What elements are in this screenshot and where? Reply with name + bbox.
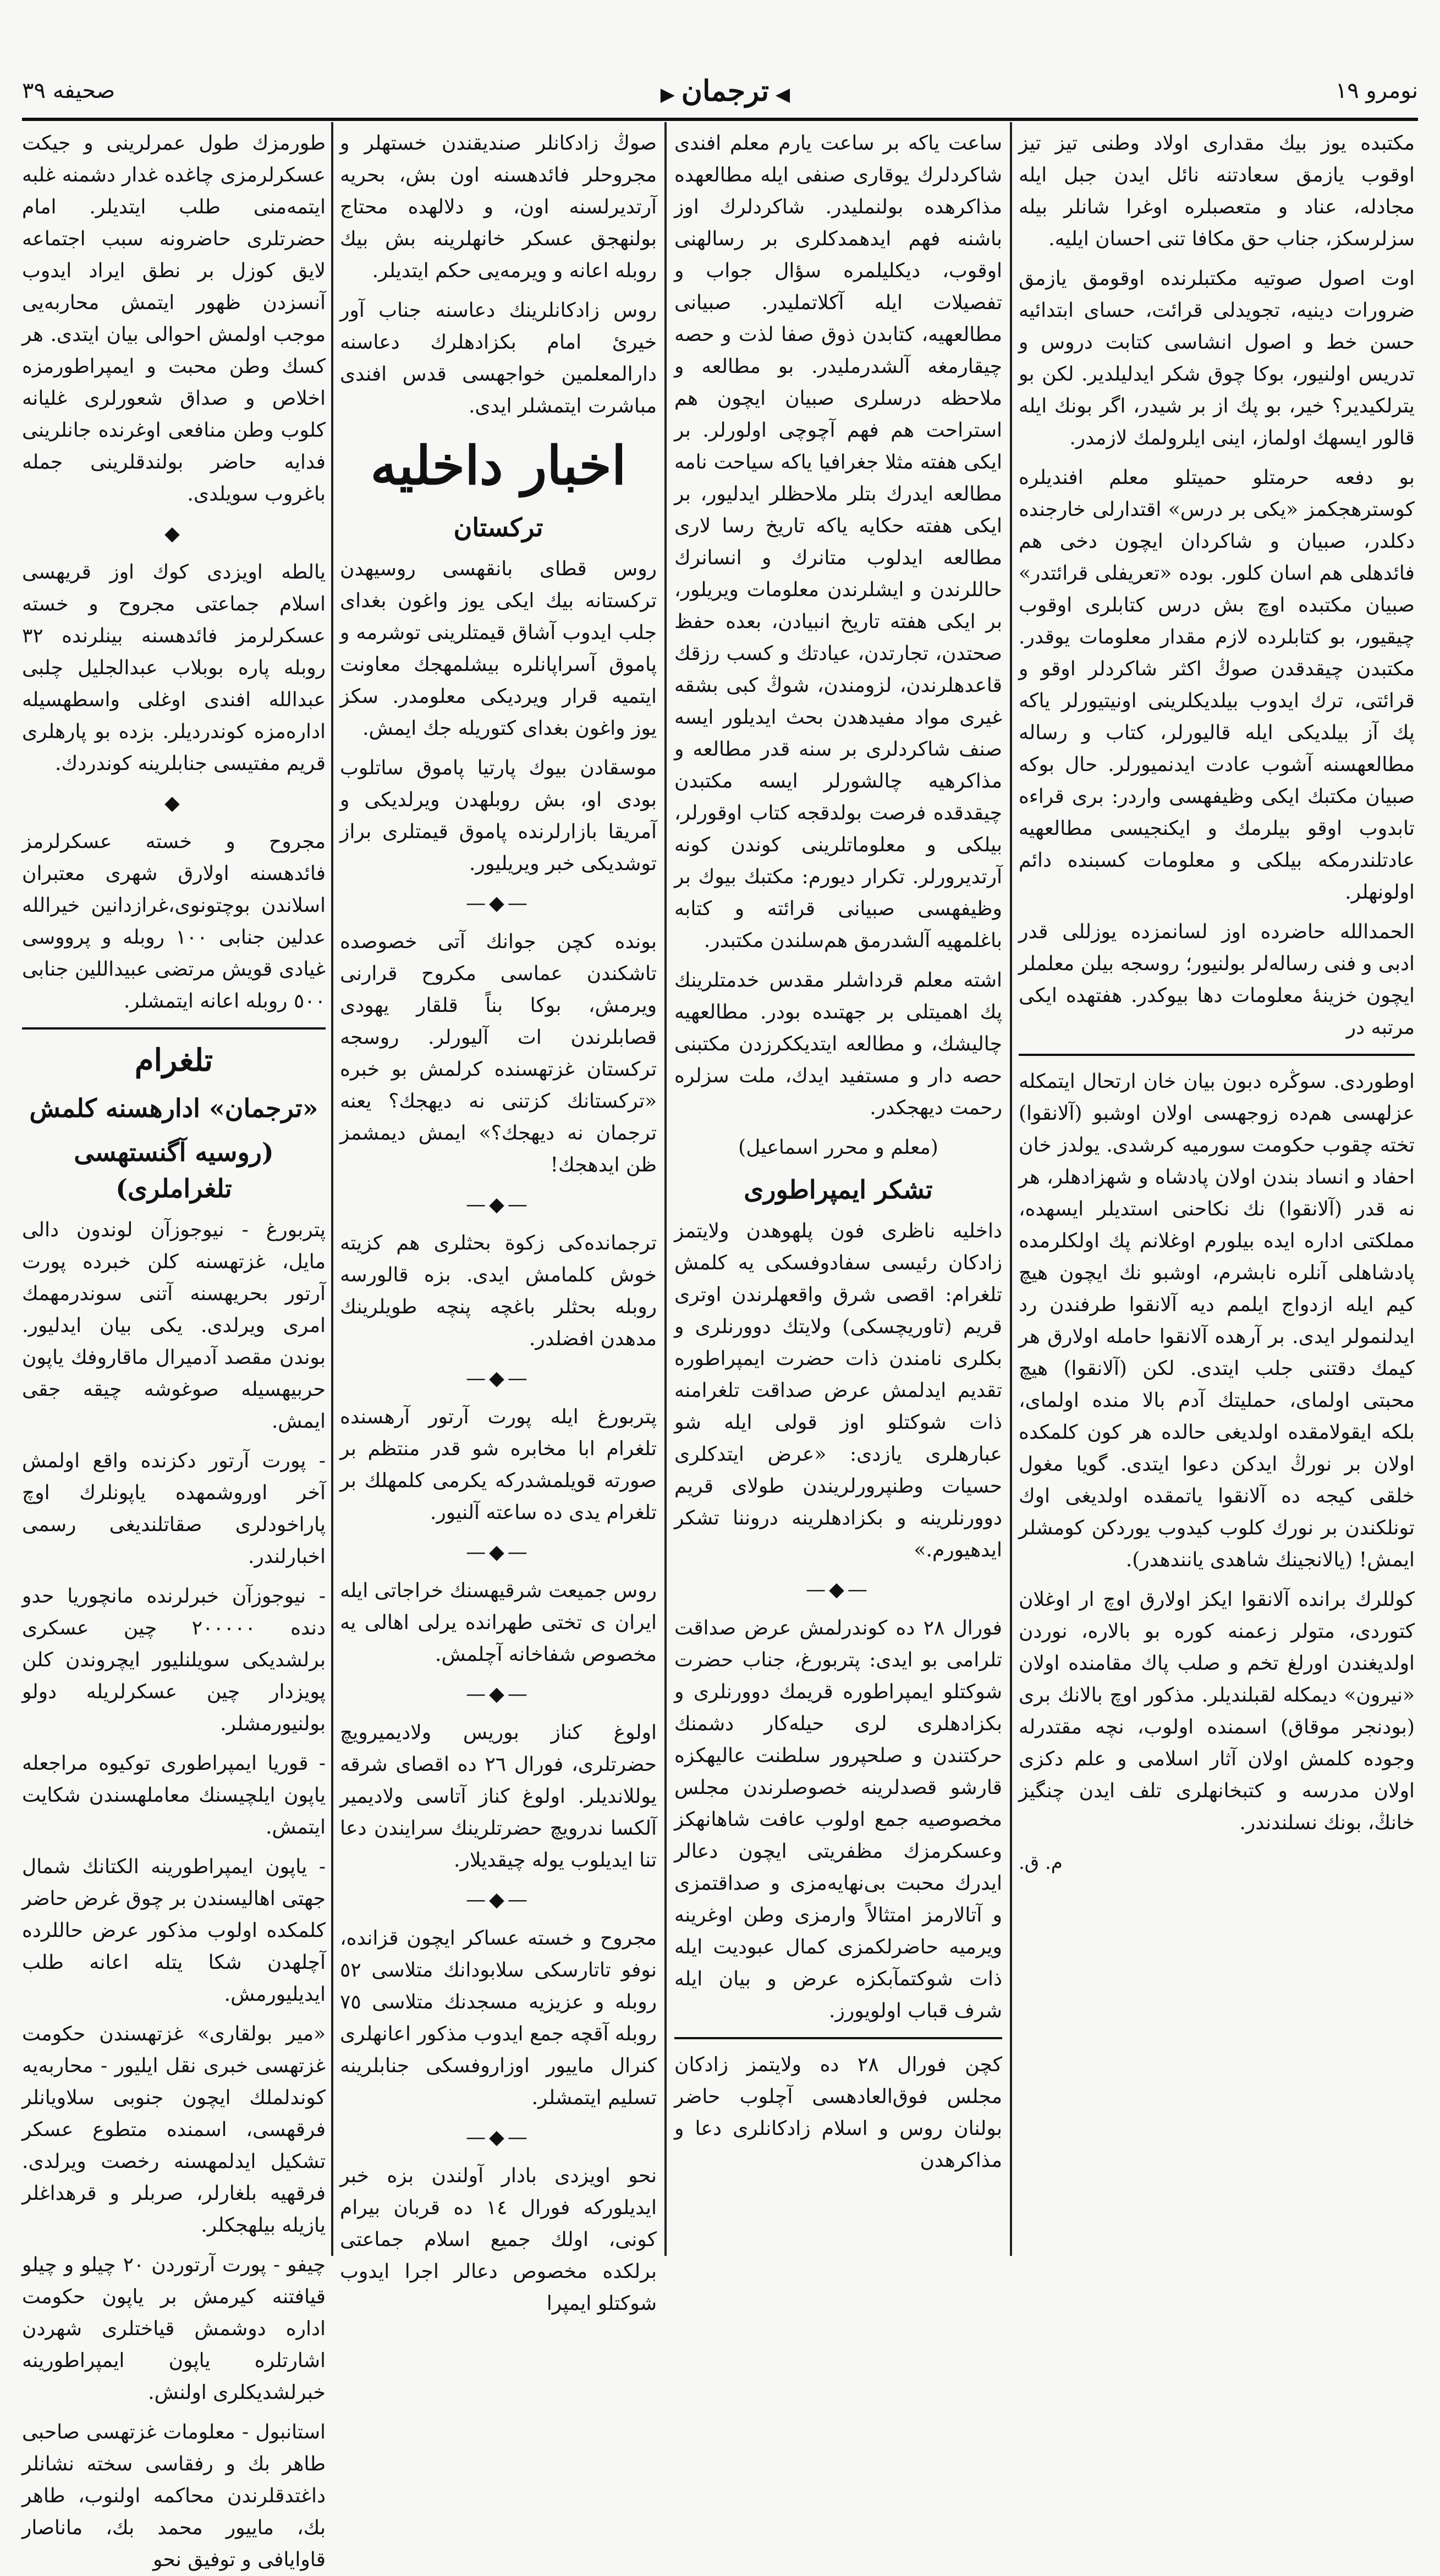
article-paragraph: روس زادكانلرينك دعاسنه جناب آور خيرىٔ امام بكزادهلرك دعاسنه دارالمعلمين خواجهسى قدس افندى مباشرت ايتمشلر ايدى. xyxy=(340,299,657,417)
article-paragraph: پتربورغ ايله پورت آرتور آرهسنده تلغرام ابا مخابره شو قدر منتظم بر صورته قويلمشدركه يكرمى كلمهلك بر تلغرام يدى ده ساعته آلنيور. xyxy=(340,1406,657,1524)
article-paragraph: اوت اصول صوتيه مكتبلرنده اوقومق يازمق ضرورات دينيه، تجويدلى قرائت، حساى ابتدائيه حسن خط و اصول انشاسى كتابت دروس و تدريس اولنيور، بوكا چوق شكر ايدليلدير. لكن بو يترلكيدير؟ خير، بو پك از بر شيدر، اگر بونك ايله قالور ايسهك اولماز، اينى ايلرولمك لازمدر. xyxy=(1019,267,1415,449)
article-paragraph: نحو اويزدى بادار آولندن بزه خبر ايديلوركه فورال ١٤ ده قربان بيرام كونى، اولك جميع اسلام جماعتى برلكده مخصوص دعالر اجرا ايدوب شوكتلو ايمپرا xyxy=(340,2165,657,2315)
ornament-separator: ◆ xyxy=(164,792,183,814)
article-paragraph: مجروح و خسته عسكرلرمز فائدهسنه اولارق شهرى معتبران اسلاندن بوچتونوى،غرازدانين خيرالله عدلين جنابى ١٠٠ روبله و پرووسى غيادى قويش مرتضى عبيداللين جنابى ٥٠٠ روبله اعانه ايتمشلر. xyxy=(22,830,326,1012)
author-signature: م. ق. xyxy=(1019,1852,1063,1874)
masthead xyxy=(22,71,1418,110)
section-subheading: (روسيه آگنستهسى تلغراملرى) xyxy=(74,1137,274,1203)
article-paragraph: يالطه اويزدى كوك اوز قريهسى اسلام جماعتى مجروح و خسته عسكرلرمز فائدهسنه بينلرنده ٣٢ روبله پاره بوبلاب عبدالجليل چلبى عبدالله افندى اوغلى واسطهسيله اداره‌مزه كوندرديلر. بزده بو پارهلرى قريم مفتيسى جنابلرينه كوندردك. xyxy=(22,561,326,775)
column-4 xyxy=(22,128,326,2571)
article-paragraph: مجروح و خسته عساكر ايچون قزانده، نوفو تاتارسكى سلابودانك متلاسى ٥٢ روبله و عزيزيه مسجدنك متلاسى ٧٥ روبله آقچه جمع ايدوب مذكور اعانهلرى كنرال ماييور اوزاروفسكى جنابلرينه تسليم ايتمشلر. xyxy=(340,1927,657,2109)
ornament-separator: —◆— xyxy=(466,1541,531,1564)
masthead-rule xyxy=(22,118,1418,121)
article-paragraph: ترجمانده‌كى زكوة بحثلرى هم كزيته خوش كلمامش ايدى. بزه قالورسه روبله بحثلر باغچه پنچه طويلرينك مدهدن افضلدر. xyxy=(340,1232,657,1350)
ornament-separator: —◆— xyxy=(806,1578,871,1601)
section-subheading: «ترجمان» ادارهسنه كلمش xyxy=(29,1093,318,1123)
section-heading: تركستان xyxy=(453,513,543,542)
article-paragraph: داخليه ناظرى فون پلهوهدن ولايتمز زادكان رئيسى سفادوفسكى يه كلمش تلغرام: اقصى شرق واقعهلرندن اوترى قريم (تاوريچسكى) ولايتك دوورنلرى و بكلرى نامندن ذات حضرت ايمپراطوره تقديم ايدلمش عرض صداقت تلغرامنه ذات شوكتلو اوز قولى ايله شو عبارهلرى يازدى: «عرض ايتدكلرى حسيات وطنپرورلريندن طولاى قريم دوورنلرينه و بكزادهلرينه دروننا تشكر ايدهيورم.» xyxy=(674,1220,1002,1561)
article-paragraph: ساعت ياكه بر ساعت يارم معلم افندى شاكردلرك يوقارى صنفى ايله مطالعهده مذاكرهده بولنمليدر. شاكردلرك اوز باشنه فهم ايدهمدكلرى بر رسالهنى اوقوب، ديكليلمره سؤال جواب و تفصيلات ايله آكلاتمليدر. صبيانى مطالعهيه، كتابدن ذوق صفا لذت و حصه چيقارمغه آلشدرمليدر. بو مطالعه و ملاحظه درسلرى صبيان ايچون هم استراحت هم فهم آچوچى اولورلر. بر ايكى هفته مثلا جغرافيا ياكه سياحت نامه مطالعه ايدرك بتلر ملاحظلر ايدليور، بر ايكى هفته حكايه ياكه تاريخ رسا لارى مطالعه ايدلوب متانرك و انسانرك حاللرندن و ايشلرندن معلومات ويريلور، بر ايكى هفته تاريخ انبيادن، بعده حفظ صحتدن، تجارتدن، عيادتك و كسب رزقك قاعدهلرندن، لزومندن، شوڭ كبى بشقه غيرى مواد مفيدهدن بحث ايديلور ايسه صنف شاكردلرى بر سنه قدر مطالعه و مذاكرهيه چالشورلر ايسه مكتبدن چيقدقده فرصت بولدقجه كتاب اوقورلر، بيلكى و معلوماتلرينى كوندن كونه آرتديرورلر. تكرار ديورم: مكتبك بيوك بر وظيفهسى صبيانى قرائته و كتابه باغلمهيه آلشدرمق هم‌سلندن مكتبدر. xyxy=(674,132,1002,952)
column-divider xyxy=(331,122,333,2256)
article-paragraph: - ياپون ايمپراطورينه الكتانك شمال جهتى اهاليسندن بر چوق غرض حاضر كلمكده اولوب مذكور عرض حاللرده آچلهدن شكا يتله اعانه طلب ايديليورمش. xyxy=(22,1856,326,2006)
article-paragraph: چيفو - پورت آرتوردن ٢٠ چيلو و چيلو قيافتنه كيرمش بر ياپون حكومت اداره دوشمش قياختلرى شهردن اشارتلره ياپون ايمپراطورينه خبرلشديكلرى اولنش. xyxy=(22,2254,326,2404)
article-paragraph: طورمزك طول عمرلرينى و جيكت عسكرلرمزى چاغده غدار دشمنه غلبه ايتمه‌منى طلب ايتديلر. امام حضرتلرى حاضرونه سبب اجتماعه لايق كوزل بر نطق ايراد ايدوب آنسزدن ظهور ايتمش محاربه‌يى موجب اولمش احوالى بيان ايتدى. هر كسك وطن محبت و ايمپراطورمزه اخلاص و صداق شعورلرى غليانه كلوب وطن منافعى اوغرنده جانلرينى فدايه حاضر بولندقلرينى جمله باغروب سويلدى. xyxy=(22,132,326,505)
newspaper-title: ◀ ترجمان ▶ xyxy=(661,74,790,108)
column-divider xyxy=(1010,122,1012,2256)
section-heading: تشكر ايمپراطورى xyxy=(744,1175,933,1204)
article-paragraph: بو دفعه حرمتلو حميتلو معلم افنديلره كوسترهجكمز «يكى بر درس» اقتدارلى خارجنده دكلدر، صبيان و شاكردان ايچون دخى هم فائدهلى هم اسان كلور. بوده «تعريفلى قرائتدر» صبيان مكتبده اوچ بش درس كتابلرى اوقوب چيقيور، بو كتابلرده لازم مقدار معلومات يوقدر. مكتبدن چيقدقدن صوڭ اكثر شاكردلر اوقو و قرائتى، ترك ايدوب بيلديكلرينى اونيتيورلر ياكه پك آز بيلديكى ايله قاليورلر، كتاب و رساله مطالعهسنه آشوب عادت ايدنميورلر. حال بوكه صبيان مكتبك ايكى وظيفهسى واردر: برى قراءه تابدوب اوقو بيلرمك و ايكنجيسى مطالعهيه عادتلندرمكه بيلكى و معلومات كسبنده دائم اولونهلر. xyxy=(1019,466,1415,904)
section-rule xyxy=(22,1027,326,1030)
article-paragraph: استانبول - معلومات غزتهسى صاحبى طاهر بك و رفقاسى سخته نشانلر داغتدقلرندن محاكمه اولنوب، طاهر بك، ماييور محمد بك، ماناصار قاوايافى و توفيق نحو xyxy=(22,2421,326,2571)
ornament-separator: —◆— xyxy=(466,1889,531,1911)
article-paragraph: «مير بولقارى» غزتهسندن حكومت غزتهسى خبرى نقل ايليور - محاربه‌يه كوندلملك ايچون جنوبى سلاويانلر فرقهسى، اسمنده متطوع عسكر تشكيل ايدلمهسنه رخصت ويرلدى. فرقهيه بلغارلر، صربلر و قرهداغلر يازيله بيلهجكلر. xyxy=(22,2023,326,2237)
article-paragraph: - پورت آرتور دكزنده واقع اولمش آخر اوروشمهده ياپونلرك اوچ پاراخودلرى صقاتلنديغى رسمى اخبارلندر. xyxy=(22,1450,326,1568)
author-signature: (معلم و محرر اسماعيل) xyxy=(738,1136,938,1159)
column-divider xyxy=(664,122,667,2256)
article-paragraph: كچن فورال ٢٨ ده ولايتمز زادكان مجلس فوق‌العادهسى آچلوب حاضر بولنان روس و اسلام زادكانلرى دعا و مذاكرهدن xyxy=(674,2054,1002,2172)
article-paragraph: صوڭ زادكانلر صنديقندن خستهلر و مجروحلر فائدهسنه اون بش، بحريه آرتديرلسنه اون، و دلالهده محتاج بولنهجق عسكر خانهلرينه بش بيك روبله اعانه و ويرمه‌يى حكم ايتديلر. xyxy=(340,132,657,282)
article-paragraph: بونده كچن جوانك آتى خصوصده تاشكندن عماسى مكروح قرارنى ويرمش، بوكا بناً قلقار يهودى قصابلرندن ات آليورلر. روسجه تركستان غزتهسنده كرلمش بو خبره «تركستانك كزتنى نه ديهجك؟ يعنه ترجمان نه ديهجك؟» ايمش ديمشمز ظن ايدهجك! xyxy=(340,931,657,1176)
section-rule xyxy=(674,2037,1002,2039)
article-paragraph: كوللرك برانده آلانقوا ايكز اولارق اوچ ار اوغلان كتوردى، متولر زعمنه كوره بو بالاره، نوردن اولديغندن اورلغ تخم و صلب پاك مقامنده اولان «نيرون» ديمكله لقبلنديلر. مذكور اوچ بالانك برى (بودنجر موقاق) اسمنده اولوب، نچه مقتدرله وجوده كلمش اولان آثار اسلامى و علم دكزى اولان مدرسه و كتبخانهلرى تلف ايدن چنگيز خانڭ، بونك نسلندندر. xyxy=(1019,1588,1415,1834)
article-paragraph: الحمدالله حاضرده اوز لسانمزده يوزللى قدر ادبى و فنى رساله‌لر بولنيور؛ روسجه بيلن معلملر ايچون خزينهٔ معلومات دها بيوكدر. هفتهده ايكى مرتبه در xyxy=(1019,921,1415,1039)
article-paragraph: اشته معلم قرداشلر مقدس خدمتلرينك پك اهميتلى بر جهتىده بودر. مطالعهيه چاليشك، و مطالعه ايتديككرزدن مكتبنى حصه دار و مستفيد ايدك، ملت سزلره رحمت ديهجكدر. xyxy=(674,969,1002,1119)
ornament-separator: —◆— xyxy=(466,1193,531,1216)
issue-number: نومرو ١٩ xyxy=(1335,78,1418,103)
section-masthead: اخبار داخليه xyxy=(370,434,626,497)
page-number: صحيفه ٣٩ xyxy=(22,78,116,103)
column-3 xyxy=(340,128,657,2315)
article-paragraph: روس قطاى بانقهسى روسيهدن تركستانه بيك ايكى يوز واغون بغداى جلب ايدوب آشاق قيمتلرينى توشرمه و پاموق آسراپانلره بيشلمهجك معاونت ايتميه قرار ويرديكى معلومدر. سكز يوز واغون بغداى كتوريله جك ايمش. xyxy=(340,558,657,740)
ornament-separator: —◆— xyxy=(466,1367,531,1390)
article-paragraph: موسقادن بيوك پارتيا پاموق ساتلوب بودى او، بش روبلهدن ويرلديكى و آمريقا بازارلرنده پاموق قيمتلرى براز توشديكى خبر ويريليور. xyxy=(340,757,657,875)
article-paragraph: روس جميعت شرقيهسنك خراجاتى ايله ايران ى تختى طهرانده يرلى اهالى يه مخصوص شفاخانه آچلمش. xyxy=(340,1579,657,1666)
article-paragraph: اولوغ كناز بوريس ولاديميرويچ حضرتلرى، فورال ٢٦ ده اقصاى شرقه يوللانديلر. اولوغ كناز آتاسى ولاديمير آلكسا ندرويچ حضرتلرينك سرايندن دعا تنا ايديلوب يوله چيقديلار. xyxy=(340,1721,657,1872)
ornament-separator: ◆ xyxy=(164,522,183,545)
article-paragraph: پتربورغ - نيوجوزآن لوندون دالى مايل، غزتهسنه كلن خبرده پورت آرتور بحريهسنه آتنى سوندرمهمك امرى ويرلدى. يكى بيان ايدليور. بوندن مقصد آدميرال ماقاروفك ياپون حربيهسيله صوغوشه چيقه جقى ايمش. xyxy=(22,1219,326,1433)
column-2 xyxy=(674,128,1002,2261)
ornament-separator: —◆— xyxy=(466,892,531,915)
section-rule xyxy=(1019,1054,1415,1056)
section-heading: تلغرام xyxy=(134,1042,213,1078)
ornament-separator: —◆— xyxy=(466,1683,531,1705)
article-paragraph: مكتبده يوز بيك مقدارى اولاد وطنى تيز تيز اوقوب يازمق سعادتنه نائل ايدن جبل ايله مجادله، عناد و متعصبلره اوغرا شانلر بيله سزلرسكز، جناب حق مكافا تنى احسان ايليه. xyxy=(1019,132,1415,250)
article-paragraph: - قوريا ايمپراطورى توكيوه مراجعله ياپون ايلچيسنك معاملهسندن شكايت ايتمش. xyxy=(22,1752,326,1839)
ornament-separator: —◆— xyxy=(466,2126,531,2149)
article-paragraph: اوطوردى. سوڭره دبون بيان خان ارتحال ايتمكله عزلهسى هم‌ده زوجهسى اولان اوشبو (آلانقوا) تخته چقوب حكومت سورميه كرشدى. يولدز خان احفاد و انساد بندن اولان پادشاه و شهزادهلر، هر نه قدر (آلانقوا) نك نكاحنى استديلر ايسهده، مملكتى اداره ايده بيلورم اوغلانم پك اولكلرمده پادشاهلى آنلره نابشرم، اوشبو نك ايچون هيچ كيم ايله ازدواج ايلمم ديه آلانقوا طرفندن رد ايدلنمولر ايدى. بر آرهده آلانقوا حامله اولارق هر كيمك دقتنى جلب ايتدى. لكن (آلانقوا) هيچ محبتى اولماى، حمليتك آدم بالا منده اولماى، بلكه ايقولامقده اولديغى حالده هر كون كلمكده اولان بر نورڭ ايدكن دعوا ايتدى. گويا مغول خلقى كيجه ده آلانقوا ياتمقده اولديغى اوك تونلكندن بر نورك كلوب كيدوب يوردكن كومشلر ايمش! (يالانجينك شاهدى يانندهدر). xyxy=(1019,1070,1415,1571)
article-paragraph: - نيوجوزآن خبرلرنده مانچوريا حدو دنده ٢٠٠٠٠٠ چين عسكرى برلشديكى سويلنليور ايچروندن كلن پويزدار چين عسكرلريله دولو بولنيورمشلر. xyxy=(22,1585,326,1735)
article-paragraph: فورال ٢٨ ده كوندرلمش عرض صداقت تلرامى بو ايدى: پتربورغ، جناب حضرت شوكتلو ايمپراطوره قريمك دوورنلرى و بكزادهلرى لرى حيله‌كار دشمنك حركتندن و صلحپرور سلطنت عاليهكزه قارشو قصدلرينه خصوصلرندن مجلس مخصوصيه جمع اولوب عافت شاهانهكز وعسكرمزك مظفريتى ايچون دعالر ايدرك محبت بى‌نهايه‌مزى و صداقتمزى و آتالارمز امتثالاً وارمزى وطن اوغرينه ويرميه حاضرلكمزى كمال عبوديت ايله ذات شوكتمآبكزه عرض و بيان ايله شرف قباب اولويورز. xyxy=(674,1617,1003,2022)
column-1 xyxy=(1019,128,1415,2261)
